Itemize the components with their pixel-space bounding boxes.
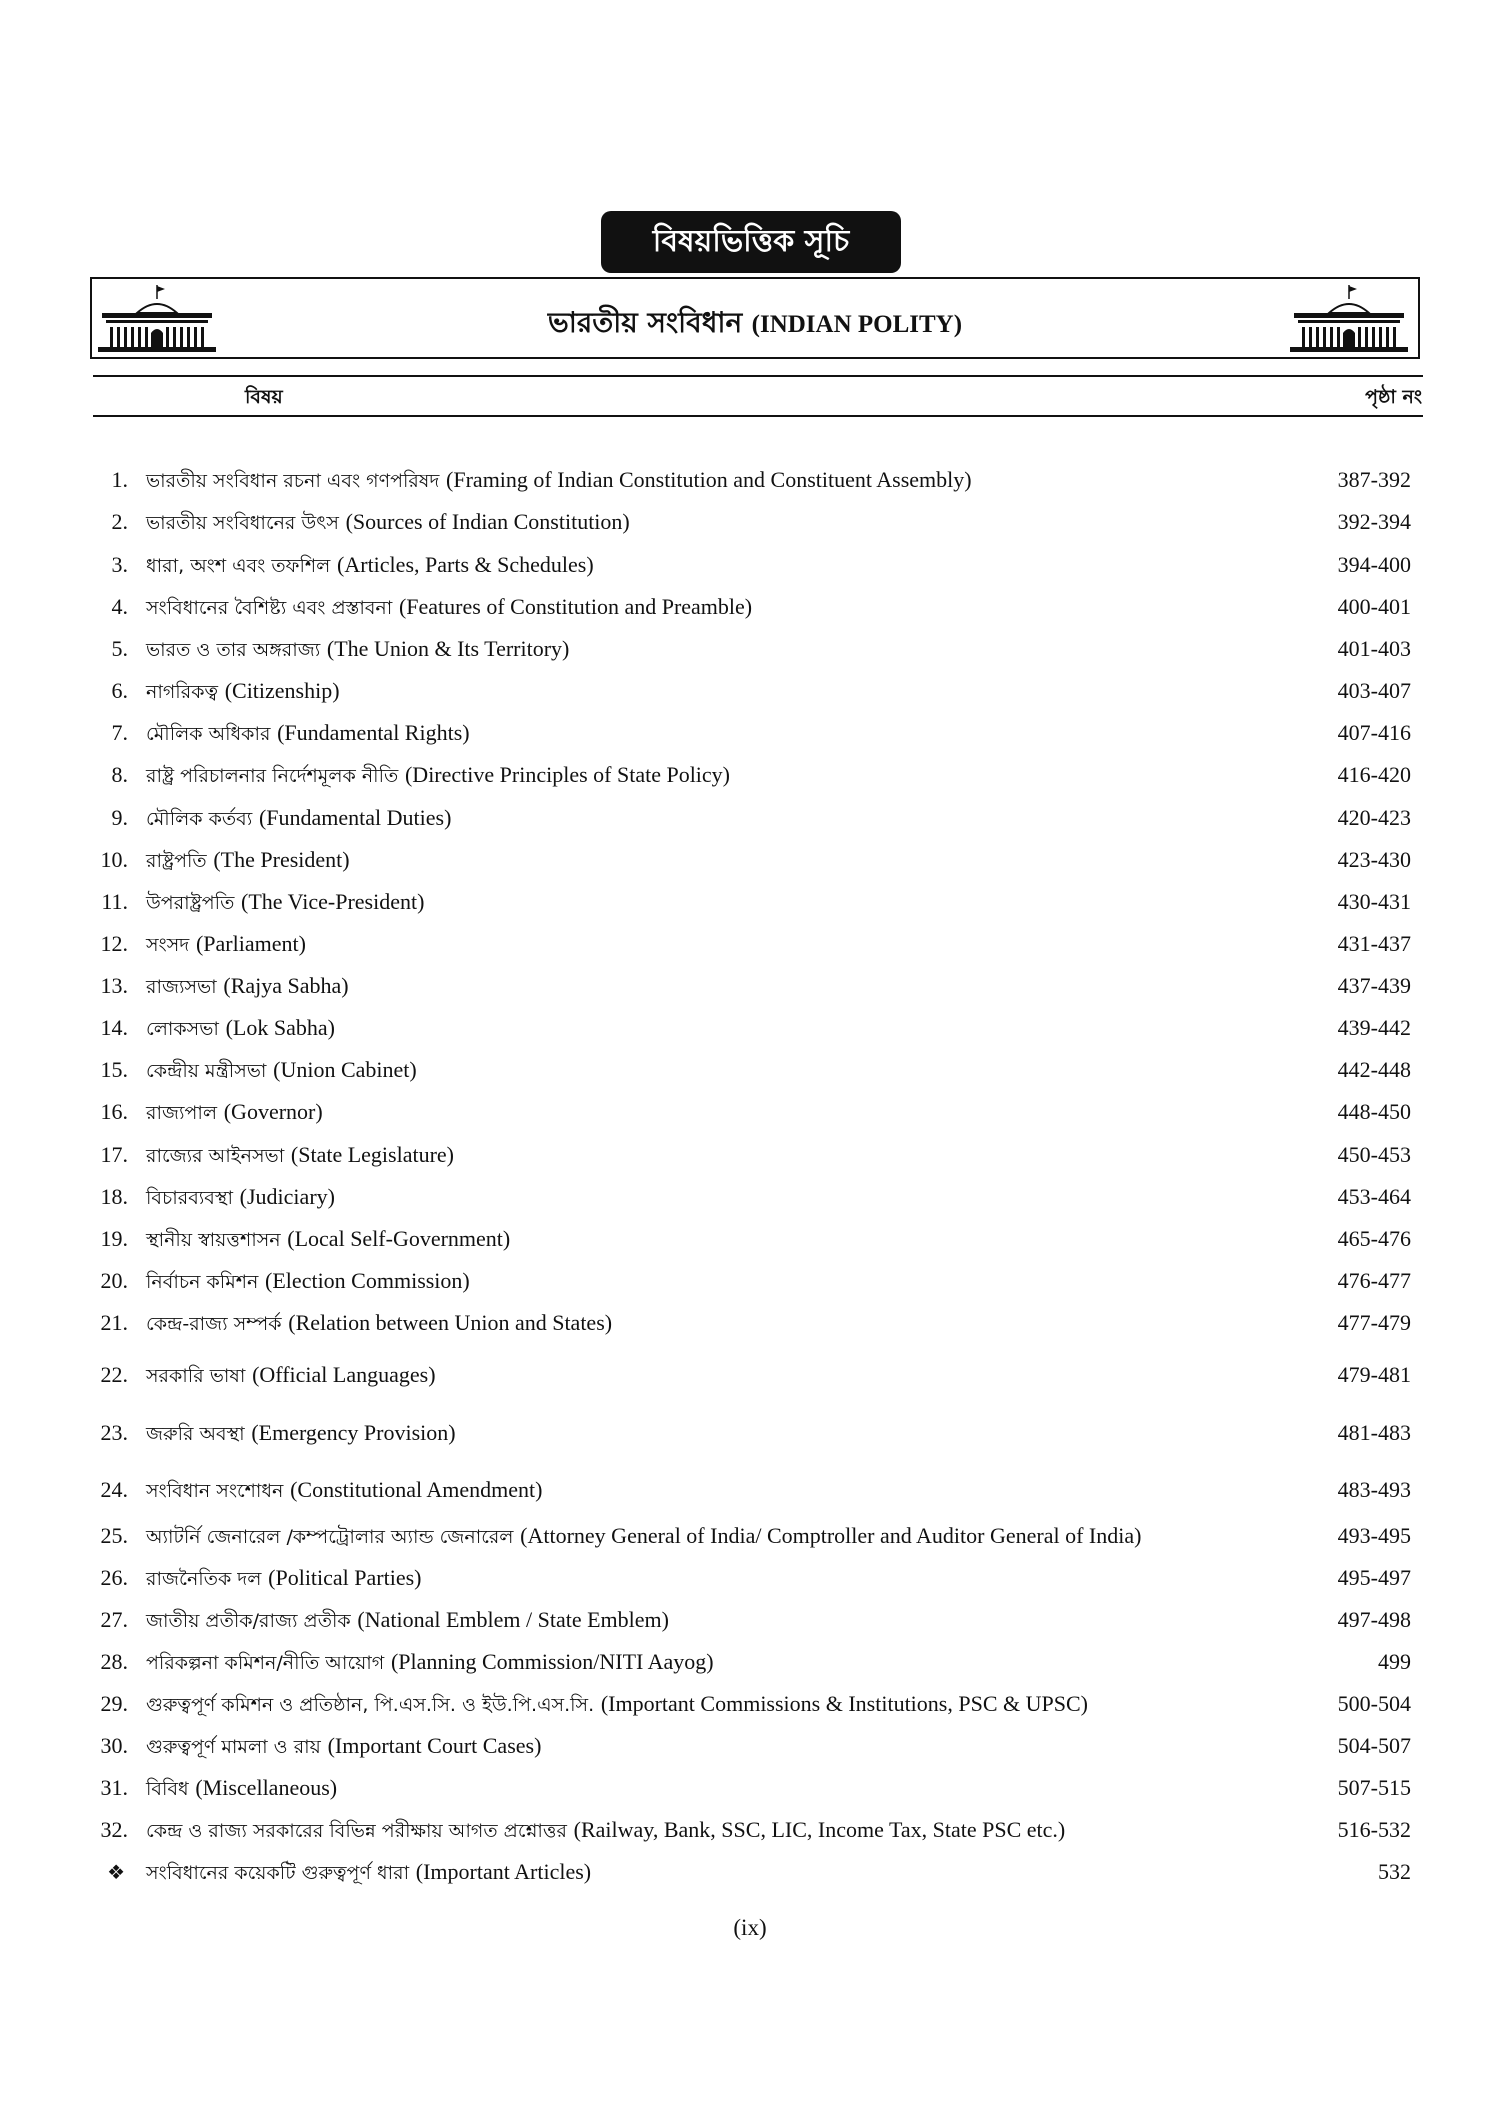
toc-entry-number: 3. bbox=[111, 552, 128, 577]
parliament-emblem-icon bbox=[1286, 283, 1412, 355]
toc-entry-title bbox=[146, 1603, 669, 1638]
toc-entry bbox=[0, 1011, 1500, 1045]
toc-entry-title bbox=[146, 1011, 335, 1046]
toc-entry bbox=[0, 716, 1500, 750]
toc-entry-number: 26. bbox=[100, 1565, 128, 1590]
toc-entry bbox=[0, 632, 1500, 666]
toc-entry-title bbox=[146, 1771, 337, 1806]
toc-entry-title-bn: রাষ্ট্র পরিচালনার নির্দেশমূলক নীতি bbox=[146, 765, 399, 787]
toc-entry-number: 25. bbox=[100, 1523, 128, 1548]
toc-entry-title-bn: জাতীয় প্রতীক/রাজ্য প্রতীক bbox=[146, 1610, 351, 1632]
toc-entry-title-bn: সংসদ bbox=[146, 934, 190, 956]
toc-entry-title-bn: বিবিধ bbox=[146, 1778, 189, 1800]
toc-entry-title bbox=[146, 1180, 335, 1215]
toc-entry-title-bn: ভারতীয় সংবিধান রচনা এবং গণপরিষদ bbox=[146, 470, 440, 492]
toc-entry-number: 30. bbox=[100, 1733, 128, 1758]
toc-entry-title-bn: নির্বাচন কমিশন bbox=[146, 1271, 259, 1293]
toc-entry-number: 12. bbox=[100, 931, 128, 956]
toc-entry-title bbox=[146, 505, 630, 540]
toc-entry-title bbox=[146, 1138, 454, 1173]
toc-entry bbox=[0, 463, 1500, 497]
toc-entry-title bbox=[146, 1222, 510, 1257]
toc-entry-number: 17. bbox=[100, 1142, 128, 1167]
toc-entry-number: 29. bbox=[100, 1691, 128, 1716]
toc-entry-title-bn: অ্যাটর্নি জেনারেল /কম্পট্রোলার অ্যান্ড জেনারেল bbox=[146, 1526, 514, 1548]
column-header-subject: বিষয় bbox=[245, 386, 283, 408]
toc-entry-title bbox=[146, 1645, 714, 1680]
toc-entry-number: 31. bbox=[100, 1775, 128, 1800]
toc-entry bbox=[0, 801, 1500, 835]
toc-entry-page: 401-403 bbox=[1337, 636, 1411, 661]
section-badge bbox=[601, 211, 901, 273]
toc-entry-title bbox=[146, 1473, 542, 1508]
toc-entry-page: 448-450 bbox=[1337, 1099, 1411, 1124]
toc-entry-title bbox=[146, 843, 350, 878]
toc-entry-title-en: (Important Commissions & Institutions, PSC & UPSC) bbox=[600, 1691, 1088, 1716]
toc-entry-page: 430-431 bbox=[1337, 889, 1411, 914]
toc-entry-number: 1. bbox=[111, 467, 128, 492]
toc-entry bbox=[0, 758, 1500, 792]
toc-entry-title-en: (Railway, Bank, SSC, LIC, Income Tax, State PSC etc.) bbox=[573, 1817, 1066, 1842]
toc-entry-page: 387-392 bbox=[1337, 467, 1411, 492]
toc-entry-title-bn: কেন্দ্র ও রাজ্য সরকারের বিভিন্ন পরীক্ষায় আগত প্রশ্নোত্তর bbox=[146, 1820, 567, 1842]
toc-entry bbox=[0, 590, 1500, 624]
toc-entry-title-en: (Important Articles) bbox=[415, 1859, 592, 1884]
toc-entry-title-en: (Relation between Union and States) bbox=[288, 1310, 613, 1335]
toc-entry-page: 493-495 bbox=[1337, 1523, 1411, 1548]
toc-entry bbox=[0, 1771, 1500, 1805]
toc-entry-number: 15. bbox=[100, 1057, 128, 1082]
toc-entry-title bbox=[146, 590, 752, 625]
toc-entry-title-en: (State Legislature) bbox=[290, 1142, 454, 1167]
toc-entry-title bbox=[146, 758, 730, 793]
toc-entry-title-bn: ধারা, অংশ এবং তফশিল bbox=[146, 555, 331, 577]
toc-entry-title-en: (The Union & Its Territory) bbox=[326, 636, 570, 661]
toc-entry-title-bn: গুরুত্বপূর্ণ মামলা ও রায় bbox=[146, 1736, 321, 1758]
toc-entry-title-bn: পরিকল্পনা কমিশন/নীতি আয়োগ bbox=[146, 1652, 385, 1674]
toc-entry-title bbox=[146, 1561, 422, 1596]
toc-entry-title bbox=[146, 632, 569, 667]
toc-entry-title-bn: লোকসভা bbox=[146, 1018, 219, 1040]
toc-entry-title bbox=[146, 1687, 1088, 1722]
toc-entry-number: 14. bbox=[100, 1015, 128, 1040]
toc-entry-title-bn: রাজ্যের আইনসভা bbox=[146, 1145, 285, 1167]
toc-entry-page: 450-453 bbox=[1337, 1142, 1411, 1167]
toc-entry-number: 18. bbox=[100, 1184, 128, 1209]
toc-entry-page: 479-481 bbox=[1337, 1362, 1411, 1387]
toc-entry-title-en: (Citizenship) bbox=[224, 678, 340, 703]
toc-entry-title-bn: রাজনৈতিক দল bbox=[146, 1568, 262, 1590]
toc-entry-title bbox=[146, 1306, 612, 1341]
toc-entry-title bbox=[146, 716, 470, 751]
toc-entry-title-en: (Emergency Provision) bbox=[251, 1420, 456, 1445]
toc-entry bbox=[0, 843, 1500, 877]
toc-entry-title-bn: রাজ্যপাল bbox=[146, 1102, 218, 1124]
toc-entry bbox=[0, 1416, 1500, 1450]
toc-entry-number: 22. bbox=[100, 1362, 128, 1387]
toc-entry-title-en: (Important Court Cases) bbox=[327, 1733, 542, 1758]
toc-entry-page: 392-394 bbox=[1337, 509, 1411, 534]
toc-entry bbox=[0, 1473, 1500, 1507]
toc-entry-page: 465-476 bbox=[1337, 1226, 1411, 1251]
toc-entry-title-en: (Fundamental Rights) bbox=[277, 720, 470, 745]
page-number: (ix) bbox=[733, 1915, 767, 1940]
toc-entry-page: 403-407 bbox=[1337, 678, 1411, 703]
toc-entry-page: 420-423 bbox=[1337, 805, 1411, 830]
toc-entry-page: 431-437 bbox=[1337, 931, 1411, 956]
banner-title bbox=[92, 301, 1418, 348]
toc-entry-page: 407-416 bbox=[1337, 720, 1411, 745]
toc-entry-number: 8. bbox=[111, 762, 128, 787]
toc-entry bbox=[0, 1645, 1500, 1679]
toc-entry-page: 500-504 bbox=[1337, 1691, 1411, 1716]
toc-entry-title-en: (Election Commission) bbox=[265, 1268, 470, 1293]
toc-entry-number: ❖ bbox=[107, 1860, 125, 1884]
toc-entry bbox=[0, 1519, 1500, 1553]
toc-entry-title-bn: বিচারব্যবস্থা bbox=[146, 1187, 233, 1209]
toc-entry-title bbox=[146, 674, 340, 709]
toc-entry bbox=[0, 1687, 1500, 1721]
toc-entry-title bbox=[146, 885, 424, 920]
header-rule-bottom bbox=[93, 415, 1423, 417]
toc-entry-title-en: (Sources of Indian Constitution) bbox=[345, 509, 630, 534]
toc-entry bbox=[0, 1306, 1500, 1340]
toc-entry-title-bn: স্থানীয় স্বায়ত্তশাসন bbox=[146, 1229, 281, 1251]
toc-entry-title-en: (Articles, Parts & Schedules) bbox=[337, 552, 594, 577]
toc-entry bbox=[0, 969, 1500, 1003]
toc-entry bbox=[0, 1053, 1500, 1087]
toc-entry-page: 477-479 bbox=[1337, 1310, 1411, 1335]
toc-entry-title bbox=[146, 463, 972, 498]
toc-entry-title bbox=[146, 1813, 1065, 1848]
toc-entry-title-en: (Fundamental Duties) bbox=[258, 805, 452, 830]
toc-entry-page: 507-515 bbox=[1337, 1775, 1411, 1800]
toc-entry-title-bn: উপরাষ্ট্রপতি bbox=[146, 892, 235, 914]
toc-entry-page: 483-493 bbox=[1337, 1477, 1411, 1502]
toc-entry bbox=[0, 1095, 1500, 1129]
toc-entry-page: 504-507 bbox=[1337, 1733, 1411, 1758]
toc-entry bbox=[0, 1222, 1500, 1256]
toc-entry-number: 11. bbox=[101, 889, 128, 914]
toc-entry-number: 19. bbox=[100, 1226, 128, 1251]
toc-entry-page: 437-439 bbox=[1337, 973, 1411, 998]
toc-entry-title-en: (Political Parties) bbox=[268, 1565, 422, 1590]
toc-entry-title-bn: নাগরিকত্ব bbox=[146, 681, 218, 703]
toc-entry-title-bn: কেন্দ্র-রাজ্য সম্পর্ক bbox=[146, 1313, 282, 1335]
header-rule-top bbox=[93, 375, 1423, 377]
toc-entry-title bbox=[146, 801, 451, 836]
toc-entry-title-bn: সরকারি ভাষা bbox=[146, 1365, 246, 1387]
toc-entry-page: 495-497 bbox=[1337, 1565, 1411, 1590]
toc-entry-title-en: (Union Cabinet) bbox=[273, 1057, 417, 1082]
toc-entry-page: 516-532 bbox=[1337, 1817, 1411, 1842]
toc-entry-page: 453-464 bbox=[1337, 1184, 1411, 1209]
toc-entry-number: 13. bbox=[100, 973, 128, 998]
toc-entry-number: 5. bbox=[111, 636, 128, 661]
toc-entry-title-bn: সংবিধানের বৈশিষ্ট্য এবং প্রস্তাবনা bbox=[146, 597, 393, 619]
toc-entry-title bbox=[146, 1053, 417, 1088]
toc-entry-page: 423-430 bbox=[1337, 847, 1411, 872]
toc-entry-title-en: (National Emblem / State Emblem) bbox=[357, 1607, 669, 1632]
toc-entry-title bbox=[146, 927, 306, 962]
toc-entry-title-en: (Judiciary) bbox=[239, 1184, 335, 1209]
toc-entry-title-en: (Local Self-Government) bbox=[287, 1226, 511, 1251]
toc-entry-title bbox=[146, 1264, 470, 1299]
toc-entry bbox=[0, 1561, 1500, 1595]
toc-entry bbox=[0, 885, 1500, 919]
toc-entry-number: 4. bbox=[111, 594, 128, 619]
toc-entry-title-bn: কেন্দ্রীয় মন্ত্রীসভা bbox=[146, 1060, 267, 1082]
toc-entry-title-bn: সংবিধান সংশোধন bbox=[146, 1480, 284, 1502]
toc-entry-title-bn: গুরুত্বপূর্ণ কমিশন ও প্রতিষ্ঠান, পি.এস.সি. ও ইউ.পি.এস.সি. bbox=[146, 1694, 595, 1716]
toc-entry-page: 442-448 bbox=[1337, 1057, 1411, 1082]
toc-entry-title-en: (Planning Commission/NITI Aayog) bbox=[390, 1649, 714, 1674]
toc-entry-number: 16. bbox=[100, 1099, 128, 1124]
toc-entry-number: 10. bbox=[100, 847, 128, 872]
toc-entry-number: 20. bbox=[100, 1268, 128, 1293]
toc-entry-title-en: (Constitutional Amendment) bbox=[290, 1477, 543, 1502]
toc-entry bbox=[0, 1358, 1500, 1392]
toc-entry-number: 7. bbox=[111, 720, 128, 745]
toc-entry bbox=[0, 1729, 1500, 1763]
banner-title-bn: ভারতীয় সংবিধান bbox=[547, 306, 743, 339]
toc-entry-number: 23. bbox=[100, 1420, 128, 1445]
toc-entry-title-en: (Lok Sabha) bbox=[225, 1015, 335, 1040]
toc-entry-title-bn: রাষ্ট্রপতি bbox=[146, 850, 207, 872]
toc-entry-title-en: (Framing of Indian Constitution and Constituent Assembly) bbox=[446, 467, 972, 492]
toc-entry-title-en: (Attorney General of India/ Comptroller and Auditor General of India) bbox=[520, 1523, 1142, 1548]
toc-entry-title-en: (Directive Principles of State Policy) bbox=[404, 762, 731, 787]
toc-entry bbox=[0, 505, 1500, 539]
toc-entry-number: 28. bbox=[100, 1649, 128, 1674]
toc-entry-title-en: (Parliament) bbox=[195, 931, 306, 956]
toc-entry-title-bn: সংবিধানের কয়েকটি গুরুত্বপূর্ণ ধারা bbox=[146, 1862, 410, 1884]
toc-entry-page: 394-400 bbox=[1337, 552, 1411, 577]
toc-entry-title-en: (The President) bbox=[213, 847, 350, 872]
toc-entry-title-en: (Official Languages) bbox=[252, 1362, 436, 1387]
toc-entry-number: 27. bbox=[100, 1607, 128, 1632]
title-banner bbox=[90, 277, 1420, 359]
toc-entry-title-bn: ভারত ও তার অঙ্গরাজ্য bbox=[146, 639, 321, 661]
toc-entry bbox=[0, 1138, 1500, 1172]
toc-entry-page: 481-483 bbox=[1337, 1420, 1411, 1445]
section-badge-label: বিষয়ভিত্তিক সূচি bbox=[652, 223, 850, 259]
toc-entry-title bbox=[146, 969, 349, 1004]
toc-entry-title bbox=[146, 1855, 591, 1890]
toc-entry-title bbox=[146, 548, 594, 583]
toc-entry bbox=[0, 1855, 1500, 1889]
toc-entry-title-bn: জরুরি অবস্থা bbox=[146, 1423, 245, 1445]
toc-entry-title bbox=[146, 1519, 1141, 1554]
toc-entry-title-bn: মৌলিক অধিকার bbox=[146, 723, 271, 745]
toc-entry-page: 532 bbox=[1378, 1859, 1411, 1884]
toc-entry-number: 2. bbox=[111, 509, 128, 534]
toc-entry-page: 416-420 bbox=[1337, 762, 1411, 787]
toc-entry-page: 499 bbox=[1378, 1649, 1411, 1674]
toc-entry-number: 32. bbox=[100, 1817, 128, 1842]
toc-entry-title bbox=[146, 1095, 323, 1130]
banner-title-en: (INDIAN POLITY) bbox=[751, 311, 963, 338]
toc-entry-page: 476-477 bbox=[1337, 1268, 1411, 1293]
toc-entry-title-en: (Miscellaneous) bbox=[195, 1775, 338, 1800]
toc-entry-title bbox=[146, 1416, 456, 1451]
toc-entry-title-bn: রাজ্যসভা bbox=[146, 976, 217, 998]
toc-entry bbox=[0, 1603, 1500, 1637]
toc-entry-page: 400-401 bbox=[1337, 594, 1411, 619]
column-header-page: পৃষ্ঠা নং bbox=[1365, 386, 1422, 408]
toc-entry-page: 439-442 bbox=[1337, 1015, 1411, 1040]
toc-entry-number: 9. bbox=[111, 805, 128, 830]
toc-entry-title-bn: মৌলিক কর্তব্য bbox=[146, 808, 253, 830]
toc-entry-number: 6. bbox=[111, 678, 128, 703]
toc-entry-title-en: (Features of Constitution and Preamble) bbox=[398, 594, 753, 619]
toc-entry-title-en: (Governor) bbox=[223, 1099, 323, 1124]
toc-entry-title-bn: ভারতীয় সংবিধানের উৎস bbox=[146, 512, 339, 534]
toc-entry-number: 24. bbox=[100, 1477, 128, 1502]
toc-entry-title-en: (Rajya Sabha) bbox=[223, 973, 349, 998]
toc-entry bbox=[0, 927, 1500, 961]
toc-entry-title bbox=[146, 1729, 541, 1764]
toc-entry-title bbox=[146, 1358, 436, 1393]
toc-entry-number: 21. bbox=[100, 1310, 128, 1335]
toc-entry bbox=[0, 1180, 1500, 1214]
toc-entry bbox=[0, 1813, 1500, 1847]
toc-entry bbox=[0, 1264, 1500, 1298]
toc-entry bbox=[0, 548, 1500, 582]
toc-entry-page: 497-498 bbox=[1337, 1607, 1411, 1632]
toc-entry bbox=[0, 674, 1500, 708]
toc-entry-title-en: (The Vice-President) bbox=[241, 889, 425, 914]
